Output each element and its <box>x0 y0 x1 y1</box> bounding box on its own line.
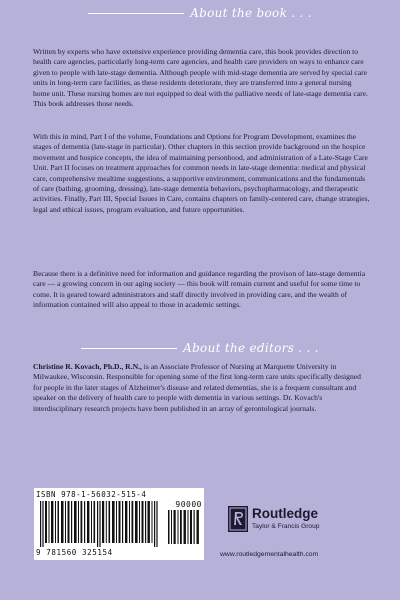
publisher-name: Routledge <box>252 506 318 521</box>
editor-bio-text: is an Associate Professor of Nursing at Marquette University in Milwaukee, Wisconsin. Responsible for opening some of the first long-term care units specifically designed for people in the later stages of Alzheimer's disease and related dementias, she is a frequent consultant and speaker on the delivery of health care to people with dementia in various settings. Dr. Kovach's interdisciplinary research projects have been published in an array of gerontological journals. <box>33 362 361 413</box>
about-book-paragraph-2: With this in mind, Part I of the volume, Foundations and Options for Program Development, examines the stages of dementia (late-stage in particular). Other chapters in this section provide background on the hospice movement and hospice concepts, the idea of maintaining personhood, and administration of a Late-Stage Care Unit. Part II focuses on treatment approaches for common needs in late-stage dementia: medical and physical care, comprehensive mealtime suggestions, a supportive environment, communications and the fundamentals of care (bathing, grooming, dressing), late-stage dementia behaviors, psychopharmacology, and therapeutic activities. Finally, Part III, Special Issues in Care, contains chapters on family-centered care, change strategies, legal and ethical issues, program evaluation, and future opportunities. <box>33 132 370 214</box>
about-book-paragraph-3: Because there is a definitive need for information and guidance regarding the provison of late-stage dementia care — a growing concern in our aging society — this book will remain current and useful for some time to come. It is geared toward administrators and staff directly involved in providing care, and the wealth of information contained will also appeal to those in academic settings. <box>33 269 366 310</box>
publisher-group: Taylor & Francis Group <box>252 523 320 530</box>
barcode <box>34 488 204 560</box>
heading-rule <box>88 13 184 14</box>
routledge-logo-icon <box>228 506 248 532</box>
publisher-url[interactable]: www.routledgementalhealth.com <box>220 551 319 558</box>
price-code: 90000 <box>175 500 202 509</box>
about-editors-heading: About the editors . . . <box>0 341 400 355</box>
isbn-label: ISBN 978-1-56032-515-4 <box>36 490 147 499</box>
heading-rule <box>81 348 177 349</box>
barcode-digits: 9 781560 325154 <box>36 548 113 557</box>
about-book-paragraph-1: Written by experts who have extensive experience providing dementia care, this book provides direction to health care agencies, particularly long-term care agencies, and health care providers on ways to enhance care given to people with late-stage dementia. Although people with mid-stage dementia are served by special care units in long-term care facilities, as these residents deteriorate, they are transferred into a general nursing home unit. These nursing homes are not equipped to deal with the palliative needs of late-stage dementia care. This book addresses those needs. <box>33 47 368 109</box>
publisher-block <box>228 506 378 546</box>
editor-bio <box>33 362 370 414</box>
addon-barcode-bars <box>168 510 200 544</box>
about-book-heading: About the book . . . <box>0 6 400 20</box>
editor-name: Christine R. Kovach, Ph.D., R.N., <box>33 362 142 371</box>
barcode-bars <box>40 501 160 547</box>
